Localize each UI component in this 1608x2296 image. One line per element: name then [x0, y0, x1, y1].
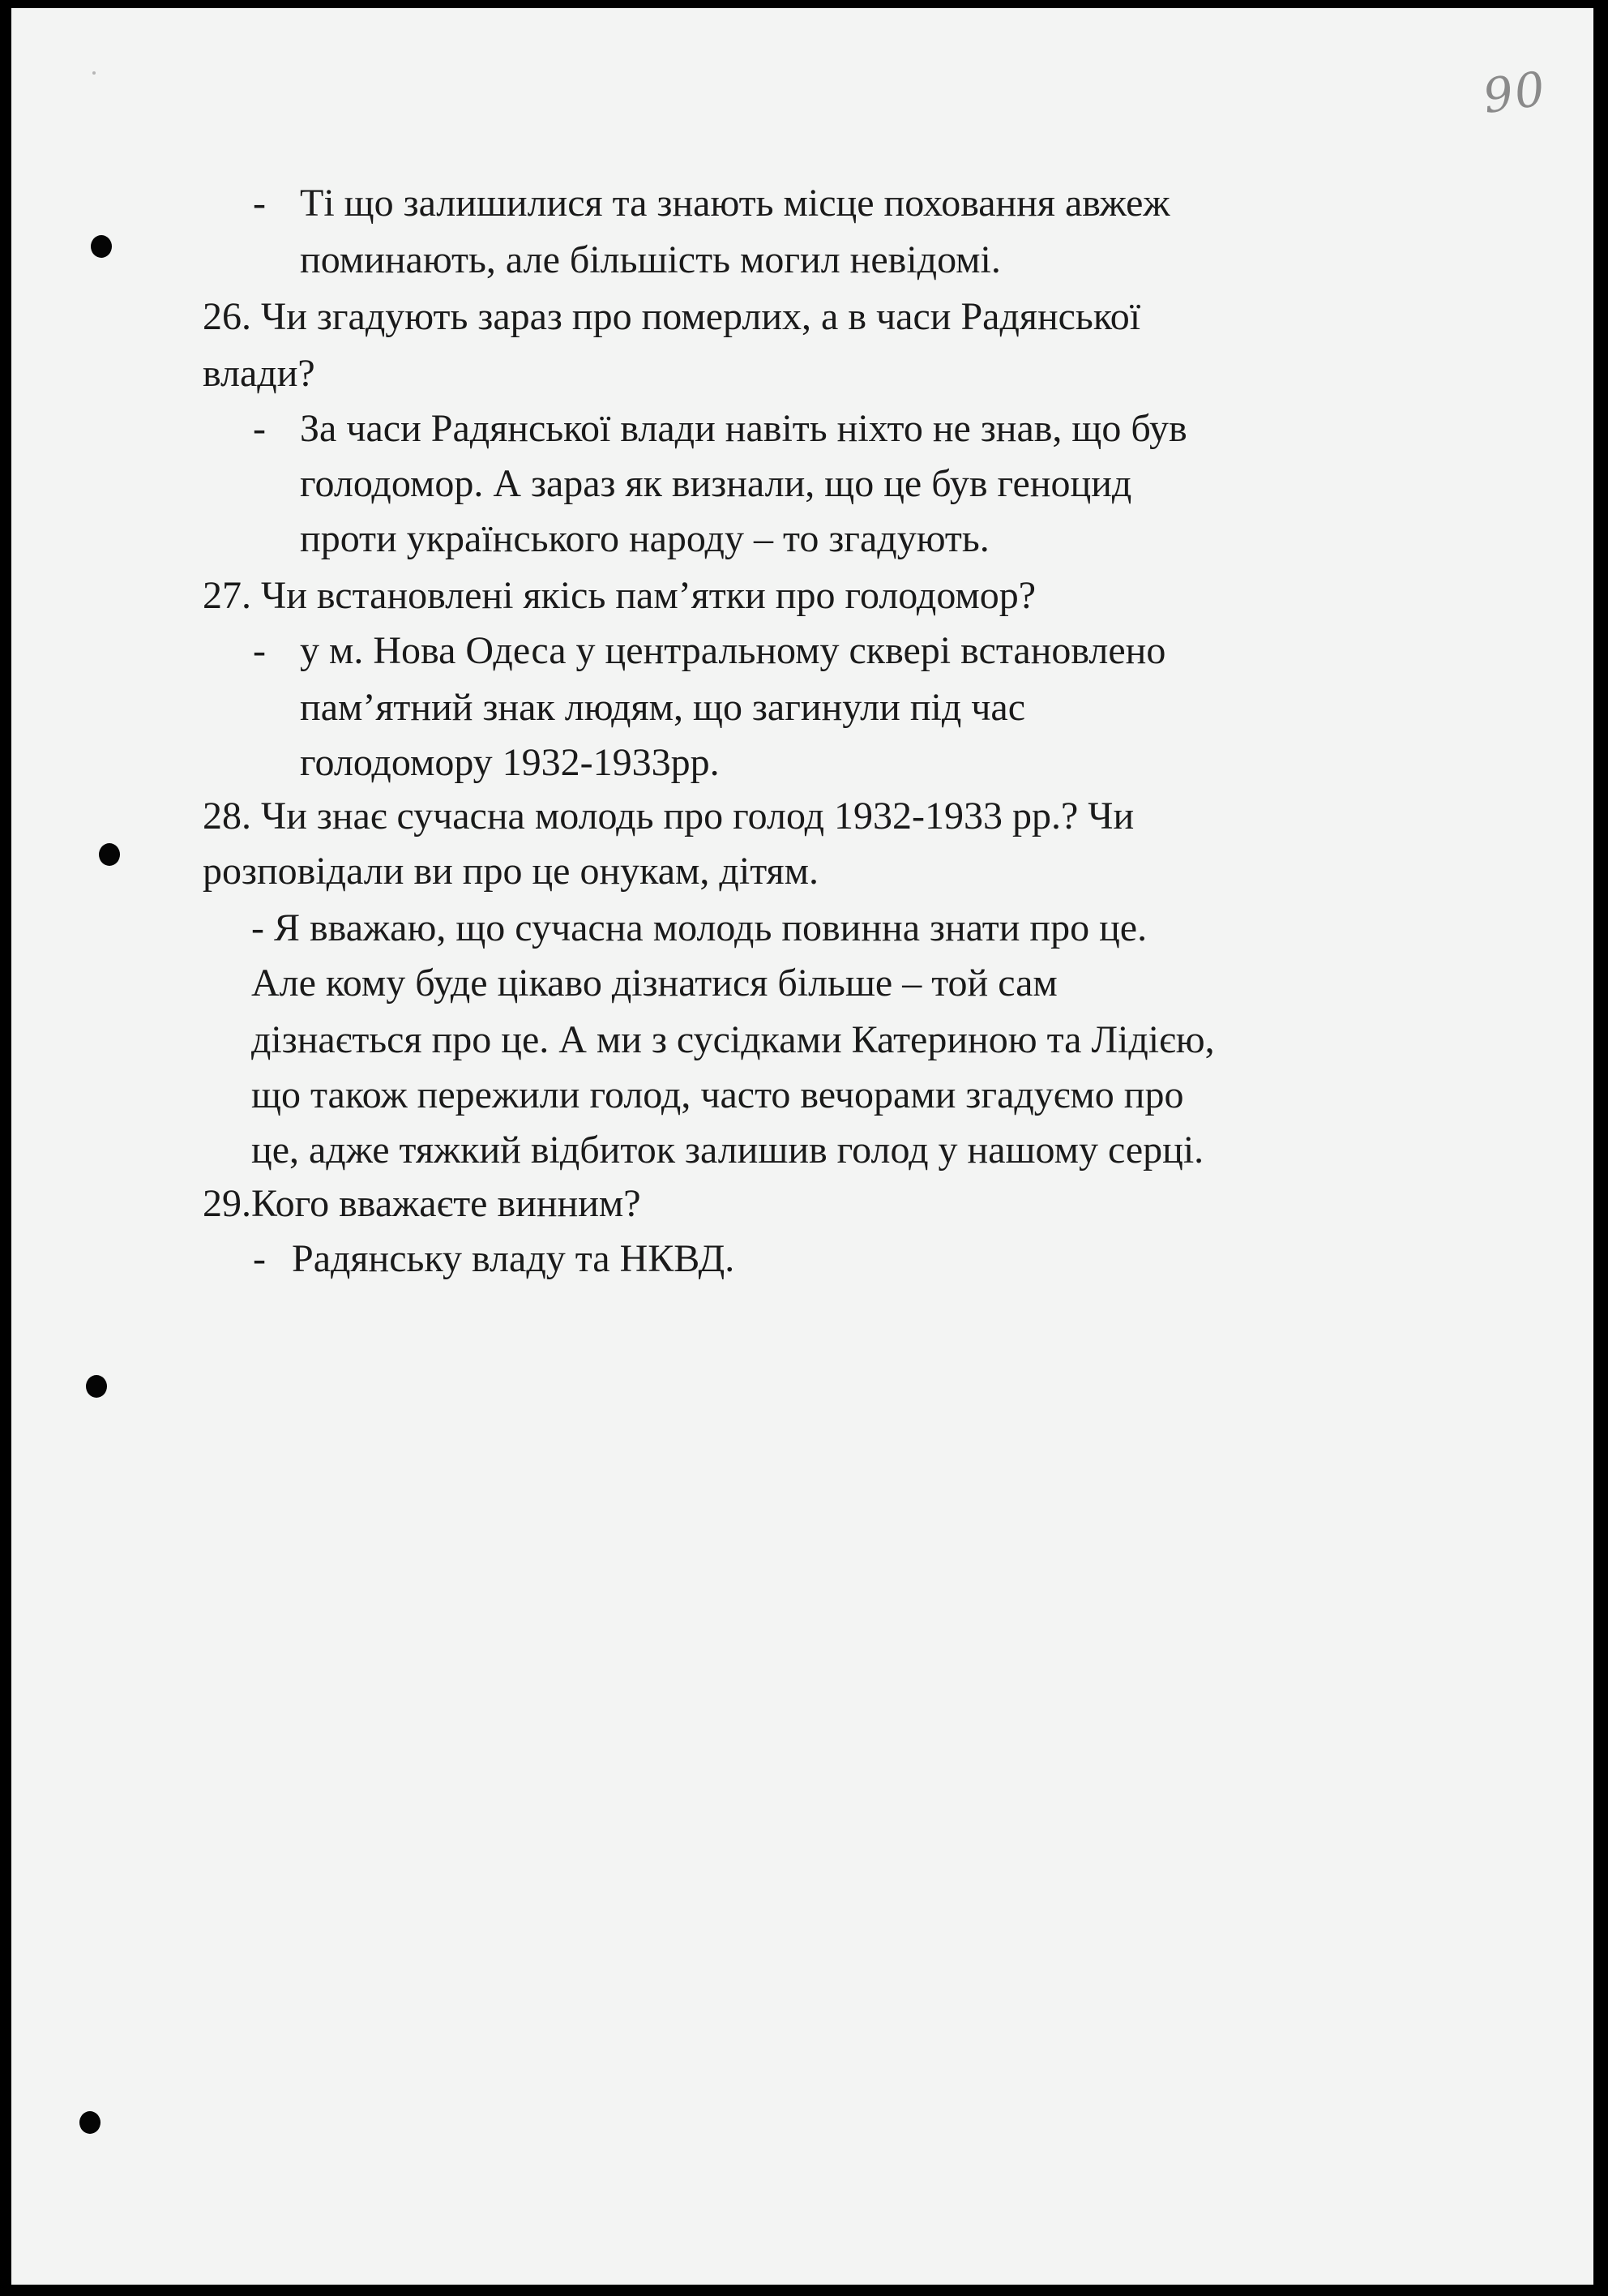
answer-line: дізнається про це. А ми з сусідками Катериною та Лідією, [251, 1018, 1215, 1061]
bullet-dash: - [253, 1237, 266, 1280]
answer-line: Радянську владу та НКВД. [292, 1237, 735, 1280]
page-number: 90 [1479, 60, 1550, 125]
question-line: 27. Чи встановлені якісь пам’ятки про голодомор? [203, 574, 1037, 617]
bullet-dash: - [253, 407, 266, 450]
answer-line: це, адже тяжкий відбиток залишив голод у нашому серці. [251, 1129, 1204, 1172]
answer-line: проти українського народу – то згадують. [300, 517, 990, 560]
answer-line: у м. Нова Одеса у центральному сквері встановлено [300, 629, 1166, 672]
document-text [11, 8, 1593, 2285]
answer-line: Але кому буде цікаво дізнатися більше – той сам [251, 962, 1058, 1004]
answer-line: Ті що залишилися та знають місце поховання авжеж [300, 182, 1170, 225]
question-line: 29.Кого вважаєте винним? [203, 1182, 641, 1225]
answer-line: За часи Радянської влади навіть ніхто не знав, що був [300, 407, 1187, 450]
bullet-dash: - [253, 629, 266, 672]
question-line: влади? [203, 352, 315, 395]
document-page [11, 8, 1593, 2285]
answer-line: що також пережили голод, часто вечорами згадуємо про [251, 1073, 1184, 1116]
answer-line: пам’ятний знак людям, що загинули під час [300, 686, 1026, 729]
bullet-dash: - [253, 182, 266, 225]
question-line: розповідали ви про це онукам, дітям. [203, 850, 819, 893]
answer-line: голодомору 1932-1933рр. [300, 741, 720, 784]
answer-line: голодомор. А зараз як визнали, що це був геноцид [300, 462, 1132, 505]
question-line: 26. Чи згадують зараз про померлих, а в часи Радянської [203, 295, 1141, 338]
answer-line: - Я вважаю, що сучасна молодь повинна знати про це. [251, 906, 1148, 949]
question-line: 28. Чи знає сучасна молодь про голод 1932-1933 рр.? Чи [203, 795, 1135, 837]
answer-line: поминають, але більшість могил невідомі. [300, 238, 1001, 281]
